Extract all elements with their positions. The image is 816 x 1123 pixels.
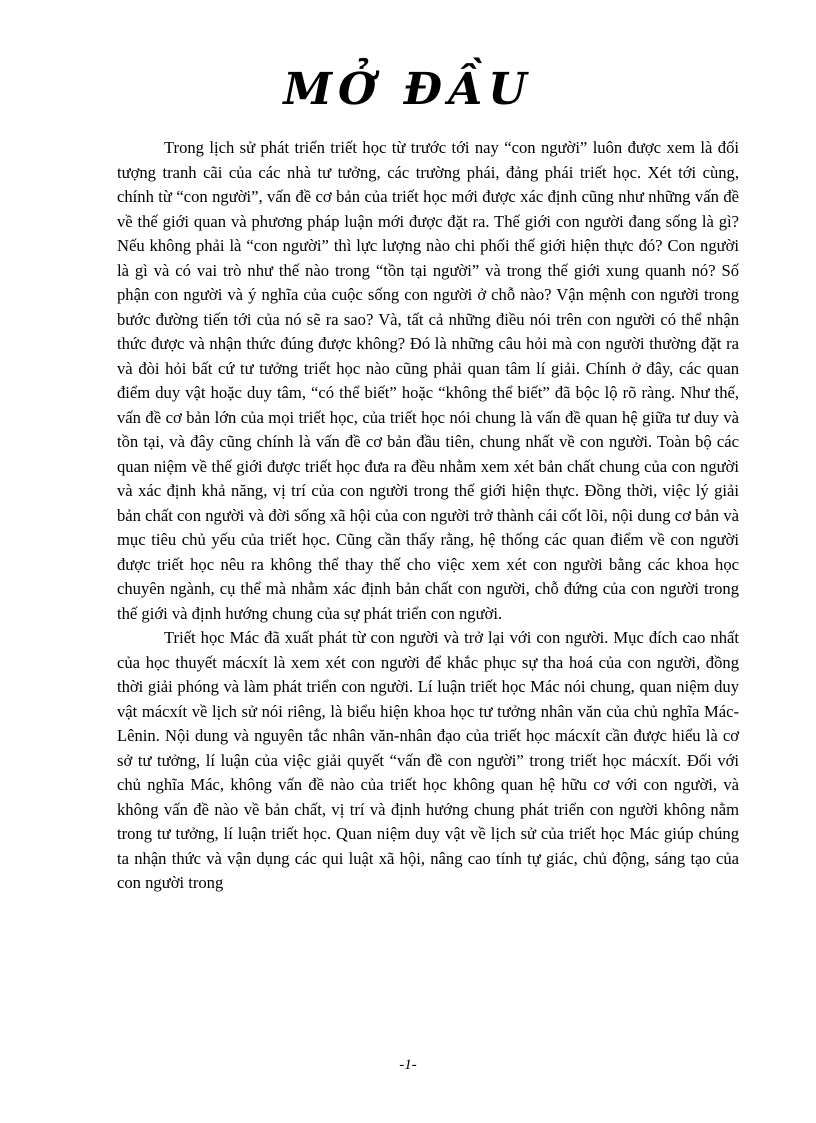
page-title: MỞ ĐẦU (283, 64, 533, 115)
paragraph-1: Trong lịch sử phát triển triết học từ trước tới nay “con người” luôn được xem là đối tượng tranh cãi của các nhà tư tưởng, các trường phái, đảng phái triết học. Xét tới cùng, chính từ “con người”, vấn đề cơ bản của triết học mới được xác định cũng như những vấn đề về thế giới quan và phương pháp luận mới được đặt ra. Thế giới con người đang sống là gì? Nếu không phải là “con người” thì lực lượng nào chi phối thế giới hiện thực đó? Con người là gì và có vai trò như thế nào trong “tồn tại người” và trong thế giới xung quanh nó? Số phận con người và ý nghĩa của cuộc sống con người ở chỗ nào? Vận mệnh con người trong bước đường tiến tới của nó sẽ ra sao? Và, tất cả những điều nói trên con người có thể nhận thức được và nhận thức đúng được không? Đó là những câu hỏi mà con người thường đặt ra và đòi hỏi bất cứ tư tưởng triết học nào cũng phải quan tâm lí giải. Chính ở đây, các quan điểm duy vật hoặc duy tâm, “có thể biết” hoặc “không thể biết” đã bộc lộ rõ ràng. Như thế, vấn đề cơ bản lớn của mọi triết học, của triết học nói chung là vấn đề quan hệ giữa tư duy và tồn tại, và đây cũng chính là vấn đề cơ bản đầu tiên, chung nhất về con người. Toàn bộ các quan niệm về thế giới được triết học đưa ra đều nhằm xem xét bản chất chung của con người và xác định khả năng, vị trí của con người trong thế giới hiện thực. Đồng thời, việc lý giải bản chất con người và đời sống xã hội của con người trở thành cái cốt lõi, nội dung cơ bản và mục tiêu chủ yếu của triết học. Cũng cần thấy rằng, hệ thống các quan điểm về con người được triết học nêu ra không thể thay thế cho việc xem xét con người bằng các khoa học chuyên ngành, cụ thể mà nhằm xác định bản chất con người, chỗ đứng của con người trong thế giới và định hướng chung của sự phát triển con người. (117, 138, 739, 623)
page-number: -1- (399, 1057, 417, 1073)
paragraph-2: Triết học Mác đã xuất phát từ con người và trở lại với con người. Mục đích cao nhất của học thuyết mácxít là xem xét con người để khắc phục sự tha hoá của con người, đồng thời giải phóng và làm phát triển con người. Lí luận triết học Mác nói chung, quan niệm duy vật mácxít về lịch sử nói riêng, là biểu hiện khoa học tư tưởng nhân văn của chủ nghĩa Mác-Lênin. Nội dung và nguyên tắc nhân văn-nhân đạo của triết học mácxít cần được hiểu là cơ sở tư tưởng, lí luận của việc giải quyết “vấn đề con người” trong triết học mácxít. Đối với chủ nghĩa Mác, không vấn đề nào của triết học không quan hệ hữu cơ với con người, và không vấn đề nào về bản chất, vị trí và định hướng chung phát triển con người không nằm trong tư tưởng, lí luận triết học. Quan niệm duy vật về lịch sử của triết học Mác giúp chúng ta nhận thức và vận dụng các qui luật xã hội, nâng cao tính tự giác, chủ động, sáng tạo của con người trong (117, 628, 739, 892)
body-text (117, 136, 739, 896)
